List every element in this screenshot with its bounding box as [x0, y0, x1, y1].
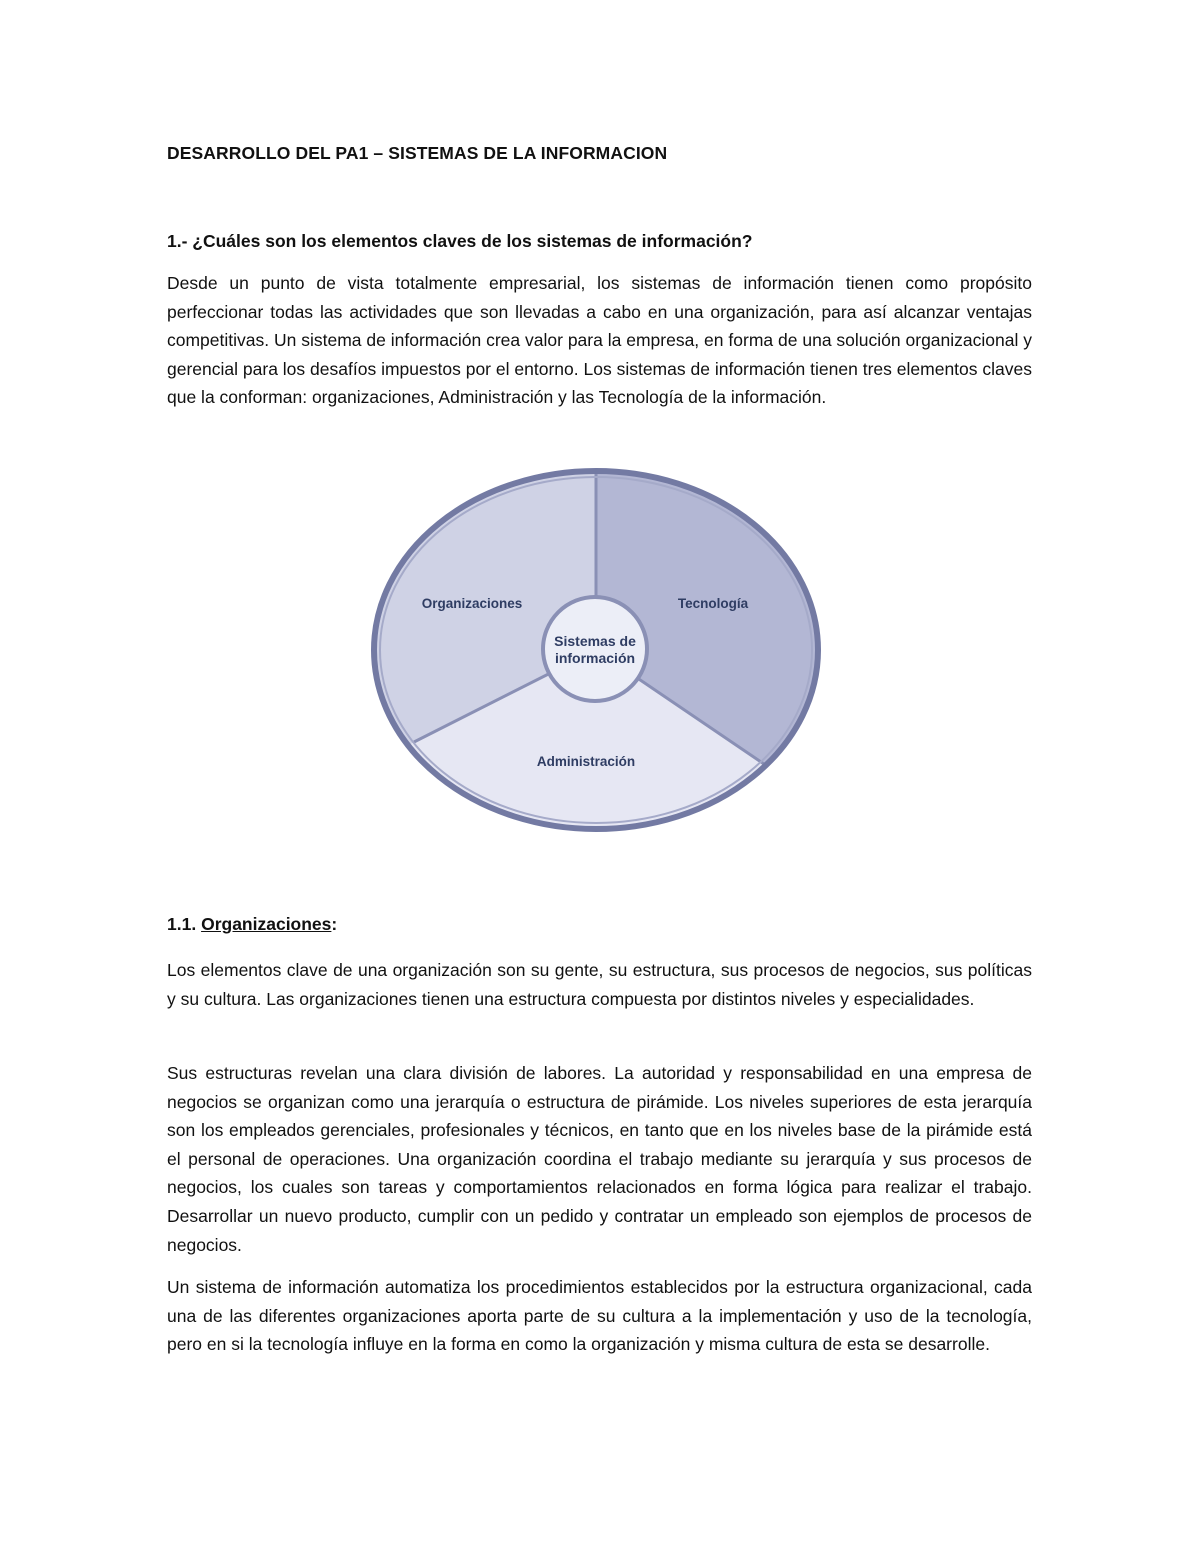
section-paragraph-2: Sus estructuras revelan una clara división de labores. La autoridad y responsabilidad en una empresa de negocios se organizan como una jerarquía o estructura de pirámide. Los niveles superiores de esta jerarquía son los empleados gerenciales, profesionales y técnicos, en tanto que en los niveles base de la pirámide está el personal de operaciones. Una organización coordina el trabajo mediante su jerarquía y sus procesos de negocios, los cuales son tareas y comportamientos relacionados en forma lógica para realizar el trabajo. Desarrollar un nuevo producto, cumplir con un pedido y contratar un empleado son ejemplos de procesos de negocios.	[167, 1063, 1032, 1255]
section-title-suffix: :	[331, 914, 338, 934]
label-administracion: Administración	[536, 754, 636, 769]
center-label-line2: información	[554, 650, 636, 666]
label-organizaciones: Organizaciones	[421, 596, 523, 611]
intro-paragraph: Desde un punto de vista totalmente empresarial, los sistemas de información tienen como propósito perfeccionar todas las actividades que son llevadas a cabo en una organización, para así alcanzar ventajas competitivas. Un sistema de información crea valor para la empresa, en forma de una solución organizacional y gerencial para los desafíos impuestos por el entorno. Los sistemas de información tienen tres elementos claves que la conforman: organizaciones, Administración y las Tecnología de la información.	[167, 273, 1032, 408]
section-paragraph-1: Los elementos clave de una organización son su gente, su estructura, sus procesos de negocios, sus políticas y su cultura. Las organizaciones tienen una estructura compuesta por distintos niveles y especialidades.	[167, 960, 1032, 1009]
section-paragraph-3: Un sistema de información automatiza los procedimientos establecidos por la estructura organizacional, cada una de las diferentes organizaciones aporta parte de su cultura a la implementación y uso de la tecnología, pero en si la tecnología influye en la forma en como la organización y misma cultura de esta se desarrolle.	[167, 1277, 1032, 1355]
section-number: 1.1.	[167, 914, 197, 934]
document-title: DESARROLLO DEL PA1 – SISTEMAS DE LA INFORMACION	[167, 143, 668, 163]
section-heading	[167, 914, 337, 935]
label-tecnologia: Tecnología	[677, 596, 749, 611]
question-heading: 1.- ¿Cuáles son los elementos claves de los sistemas de información?	[167, 231, 753, 251]
center-label-line1: Sistemas de	[554, 633, 636, 649]
information-systems-diagram	[369, 464, 825, 840]
center-circle	[543, 597, 647, 701]
section-title: Organizaciones	[201, 914, 332, 934]
